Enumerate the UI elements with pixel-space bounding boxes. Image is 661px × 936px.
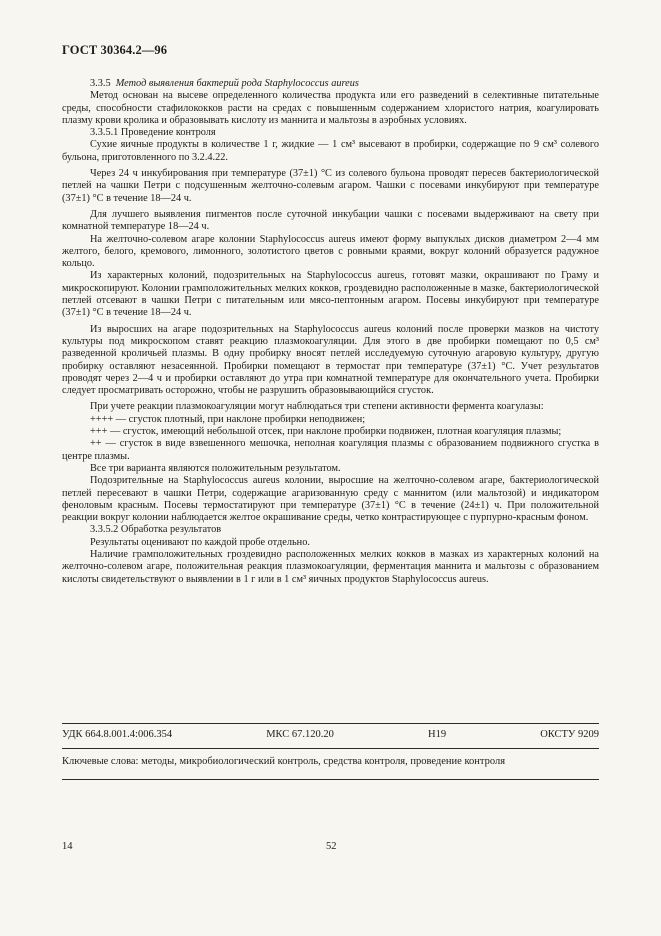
paragraph: Из характерных колоний, подозрительных на Staphylococcus aureus, готовят мазки, окрашивают по Граму и микроскопируют. Колонии грамположительных мелких кокков, гроздевидно расположенные в мазке, бактериологической петлей отсевают в чашки Петри с питательным или мясо-пептонным агаром. Посевы инкубируют при температуре (37±1) °С в течение 18—24 ч. xyxy=(62,270,599,319)
paragraph: Метод основан на высеве определенного количества продукта или его разведений в селективные питательные среды, способности стафилококков расти на средах с повышенным содержанием хлористого натрия, коагулировать плазму крови кролика и образовывать кислоту из маннита и мальтозы в аэробных условиях. xyxy=(62,90,599,126)
paragraph: Для лучшего выявления пигментов после суточной инкубации чашки с посевами выдерживают на свету при комнатной температуре 18—24 ч. xyxy=(62,208,599,233)
paragraph: Через 24 ч инкубирования при температуре (37±1) °С из солевого бульона проводят пересев бактериологической петлей на чашки Петри с подсушенным желточно-солевым агаром. Чашки с посевами инкубируют при температуре (37±1) °С в течение 18—24 ч. xyxy=(62,168,599,204)
group-code: H19 xyxy=(428,729,447,740)
divider-bottom xyxy=(62,779,599,780)
paragraph: Результаты оценивают по каждой пробе отдельно. xyxy=(90,536,310,548)
keywords: Ключевые слова: методы, микробиологический контроль, средства контроля, проведение контроля xyxy=(62,756,506,767)
document-header: ГОСТ 30364.2—96 xyxy=(62,43,168,57)
udk-code: УДК 664.8.001.4:006.354 xyxy=(62,729,173,740)
subsection-heading: 3.3.5.2 Обработка результатов xyxy=(90,524,222,536)
paragraph: При учете реакции плазмокоагуляции могут наблюдаться три степени активности фермента коагулазы: xyxy=(90,401,544,413)
section-title: Метод выявления бактерий рода Staphylococcus aureus xyxy=(115,78,359,89)
document-body xyxy=(62,78,599,586)
list-item: ++++ — сгусток плотный, при наклоне пробирки неподвижен; xyxy=(90,413,366,425)
paragraph: Сухие яичные продукты в количестве 1 г, жидкие — 1 см³ высевают в пробирки, содержащие по 9 см³ солевого бульона, приготовленного по 3.2.4.22. xyxy=(62,139,599,163)
paragraph: Из выросших на агаре подозрительных на Staphylococcus aureus колоний после проверки мазков на чистоту культуры под микроскопом ставят реакцию плазмокоагуляции. Для этого в две пробирки помещают по 0,5 см³ разведенной кроличьей плазмы. В одну пробирку вносят петлей исследуемую суточную агаровую культуру, другую пробирку оставляют незасеянной. Пробирки помещают в термостат при температуре (37±1) °С. Учет результатов проводят через 2—4 ч и пробирки оставляют до утра при комнатной температуре для окончательного учета. Пробирки следует просматривать осторожно, чтобы не разрушить образовывающийся сгусток. xyxy=(62,323,599,397)
okstu-code: ОКСТУ 9209 xyxy=(540,729,599,740)
paragraph: Все три варианта являются положительным результатом. xyxy=(90,462,341,474)
bibliographic-data xyxy=(62,729,599,740)
list-item: +++ — сгусток, имеющий небольшой отсек, при наклоне пробирки подвижен, плотная коагуляция плазмы; xyxy=(90,426,562,438)
page-number-left: 14 xyxy=(62,841,73,852)
divider-top xyxy=(62,723,599,724)
paragraph: Подозрительные на Staphylococcus aureus колонии, выросшие на желточно-солевом агаре, бактериологической петлей пересевают в чашки Петри, содержащие агаризованную среду с маннитом (или мальтозой) и индикатором феноловым красным. Посевы термостатируют при температуре (37±1) °С в течение (24±1) ч. При положительной реакции вокруг колонии наблюдается желтое окрашивание среды, четко контрастирующее с пурпурно-красным фоном. xyxy=(62,475,599,524)
paragraph: Наличие грамположительных гроздевидно расположенных мелких кокков в мазках из характерных колоний на желточно-солевом агаре, положительная реакция плазмокоагуляции, ферментация маннита и мальтозы с образованием кислоты свидетельствуют о выявлении в 1 г или в 1 см³ яичных продуктов Staphylococcus aureus. xyxy=(62,548,599,585)
mks-code: МКС 67.120.20 xyxy=(266,729,334,740)
divider-middle xyxy=(62,748,599,749)
subsection-heading: 3.3.5.1 Проведение контроля xyxy=(90,127,216,139)
section-heading xyxy=(62,78,599,90)
list-item: ++ — сгусток в виде взвешенного мешочка, неполная коагуляция плазмы с образованием подвижного сгустка в центре плазмы. xyxy=(62,438,599,462)
section-number: 3.3.5 xyxy=(90,78,111,89)
page-number-center: 52 xyxy=(326,841,337,852)
paragraph: На желточно-солевом агаре колонии Staphylococcus aureus имеют форму выпуклых дисков диаметром 2—4 мм желтого, белого, кремового, лимонного, золотистого цветов с ровными краями, вокруг колоний образуется радужное кольцо. xyxy=(62,233,599,270)
